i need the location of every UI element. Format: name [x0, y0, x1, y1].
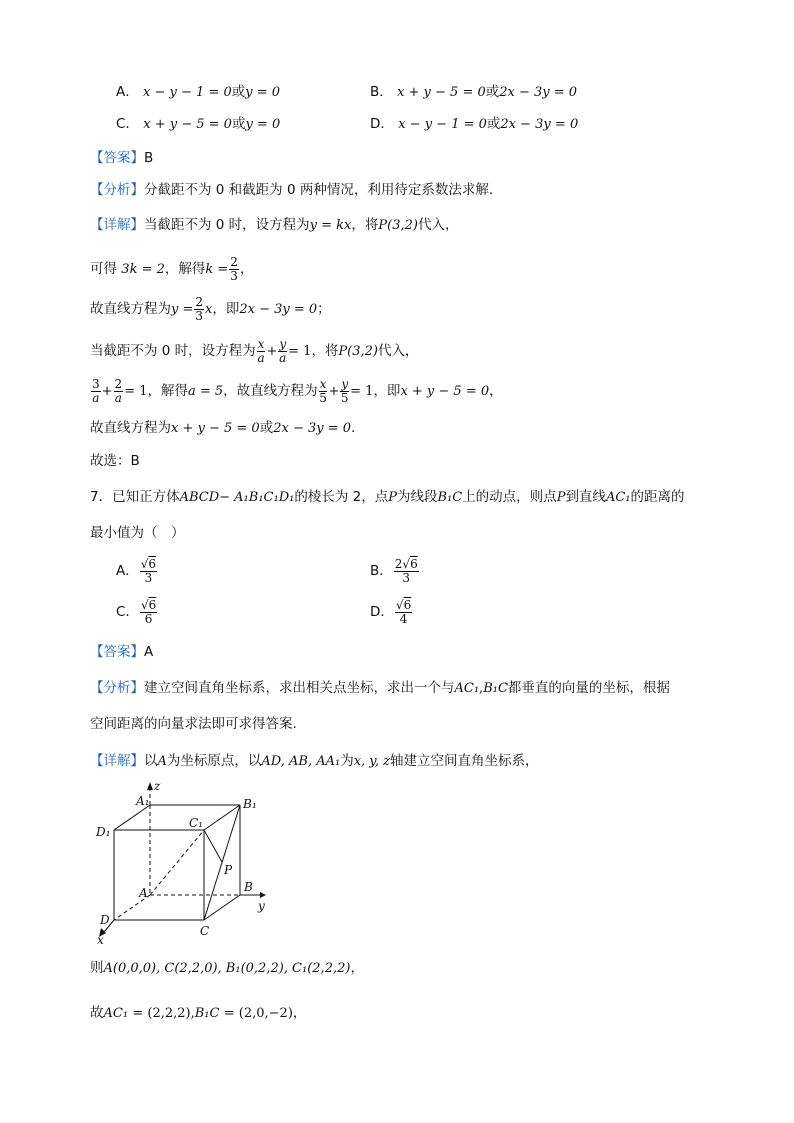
- label-b: B: [244, 880, 253, 894]
- text: ，: [350, 960, 364, 976]
- text: ，将: [311, 343, 339, 359]
- q7-option-b: [370, 553, 420, 589]
- q7-vector-line: [90, 1003, 306, 1024]
- text: 以: [144, 753, 158, 769]
- q6-option-a: [116, 82, 280, 103]
- option-letter: C．: [116, 116, 139, 132]
- label-x: x: [97, 933, 104, 947]
- math: = (2,0,−2): [223, 1006, 293, 1021]
- separator: ,: [479, 681, 484, 696]
- radicand: 6: [148, 556, 157, 571]
- vector: AC₁: [103, 1006, 129, 1021]
- denominator: 5: [319, 390, 327, 405]
- math: x, y, z: [353, 754, 391, 769]
- text: 轴建立空间直角坐标系，: [390, 753, 539, 769]
- denominator: 6: [144, 611, 153, 626]
- label-p: P: [224, 863, 233, 877]
- q6-detail-line-2: [90, 252, 253, 287]
- plus: +: [101, 384, 113, 399]
- q6-choose: 故选：B: [90, 453, 140, 469]
- math: P(3,2): [338, 344, 379, 359]
- math: 2x − 3y = 0: [239, 302, 318, 317]
- text: ，解得: [164, 261, 206, 277]
- math: = 1: [288, 344, 312, 359]
- fraction: [395, 599, 412, 626]
- q6-answer: [90, 148, 153, 168]
- equation: x + y − 5 = 0: [397, 85, 486, 100]
- denominator: a: [257, 350, 265, 365]
- text: 为线段: [396, 489, 438, 505]
- numerator: x: [257, 336, 265, 351]
- edge-cb: [204, 895, 240, 920]
- equation: 2x − 3y = 0: [500, 117, 579, 132]
- math: 3k = 2: [121, 262, 165, 277]
- label-d: D: [100, 913, 110, 927]
- label-y: y: [258, 899, 265, 913]
- label-c1: C₁: [189, 816, 203, 830]
- math: a = 5: [187, 384, 224, 399]
- label-b1: B₁: [243, 797, 257, 811]
- math: P: [388, 490, 397, 505]
- equation: x − y − 1 = 0: [143, 85, 232, 100]
- fraction: [91, 378, 101, 405]
- q7-option-a: [116, 553, 158, 589]
- option-letter: A．: [116, 563, 139, 579]
- q7-analysis-line-1: [90, 678, 670, 699]
- detail-tag: 【详解】: [90, 217, 144, 233]
- numerator: 2√6: [394, 556, 418, 571]
- edge-c1b1: [204, 805, 240, 830]
- q6-detail-line-1: [90, 215, 458, 236]
- fraction: [319, 378, 328, 405]
- text: ，: [489, 383, 503, 399]
- numerator: 2: [195, 294, 204, 309]
- fraction: [229, 256, 239, 283]
- option-letter: A．: [116, 84, 139, 100]
- denominator: 4: [399, 611, 408, 626]
- math: = 1: [124, 384, 148, 399]
- or-text: 或: [486, 116, 501, 132]
- q7-option-c: [116, 594, 158, 630]
- math: AC₁: [605, 490, 631, 505]
- fraction: [194, 296, 204, 323]
- or-text: 或: [231, 84, 246, 100]
- math: 2x − 3y = 0: [273, 421, 352, 436]
- edge-d1a1: [114, 805, 150, 830]
- q6-detail-line-4: [90, 334, 419, 369]
- numerator: 2: [114, 376, 123, 391]
- math: P(3,2): [378, 218, 418, 233]
- or-text: 或: [259, 420, 274, 436]
- equation: x + y − 5 = 0: [143, 117, 232, 132]
- fraction: [114, 378, 124, 405]
- numerator: √6: [140, 556, 157, 571]
- option-letter: B．: [370, 563, 393, 579]
- analysis-tag: 【分析】: [90, 182, 144, 198]
- plus: +: [328, 384, 340, 399]
- text: ，将: [351, 217, 379, 233]
- coef: 2: [394, 556, 403, 571]
- text: 为: [340, 753, 354, 769]
- math: x + y − 5 = 0: [400, 384, 490, 399]
- fraction: [140, 599, 157, 626]
- fraction: [394, 558, 419, 585]
- q6-detail-line-3: [90, 292, 331, 327]
- q6-detail-line-5: [90, 374, 503, 409]
- text: 7．已知正方体: [90, 489, 180, 505]
- label-c: C: [200, 924, 210, 938]
- vector: B₁C: [194, 1006, 220, 1021]
- or-text: 或: [231, 116, 246, 132]
- or-text: 或: [485, 84, 500, 100]
- q7-analysis-line-2: 空间距离的向量求法即可求得答案.: [90, 716, 297, 732]
- z-axis-arrow: [147, 782, 153, 790]
- math: AD, AB, AA₁: [261, 754, 341, 769]
- q7-answer: [90, 642, 153, 662]
- text: 则: [90, 960, 104, 976]
- text: 的棱长为 2，点: [294, 489, 389, 505]
- text: 故直线方程为: [90, 301, 171, 317]
- numerator: 3: [92, 376, 100, 391]
- vector: B₁C: [483, 681, 508, 696]
- text: 到直线: [565, 489, 606, 505]
- text: ，即: [373, 383, 401, 399]
- fraction: [140, 558, 157, 585]
- math: k =: [205, 262, 229, 277]
- option-letter: D．: [370, 116, 394, 132]
- equation: y = 0: [245, 85, 281, 100]
- text: 建立空间直角坐标系，求出相关点坐标，求出一个与: [144, 680, 455, 696]
- math: y =: [171, 302, 194, 317]
- denominator: a: [279, 350, 287, 365]
- denominator: a: [114, 390, 122, 405]
- q6-option-b: [370, 82, 577, 103]
- analysis-tag: 【分析】: [90, 680, 144, 696]
- y-axis-arrow: [260, 892, 266, 898]
- text: 可得: [90, 261, 117, 277]
- answer-tag: 【答案】: [90, 644, 144, 660]
- text: .: [351, 420, 356, 436]
- segment-b1c: [204, 805, 240, 920]
- numerator: √6: [140, 597, 157, 612]
- equation: x − y − 1 = 0: [398, 117, 487, 132]
- math: = 1: [350, 384, 374, 399]
- numerator: x: [319, 376, 327, 391]
- math: P: [556, 490, 566, 505]
- analysis-text: 分截距不为 0 和截距为 0 两种情况，利用待定系数法求解.: [144, 182, 494, 198]
- text: 当截距不为 0 时，设方程为: [90, 343, 256, 359]
- denominator: 3: [195, 308, 204, 323]
- q7-detail-line-1: [90, 751, 539, 772]
- math: = (2,2,2),: [132, 1006, 195, 1021]
- numerator: y: [341, 376, 349, 391]
- numerator: 2: [230, 254, 238, 269]
- text: ，故直线方程为: [223, 383, 318, 399]
- answer-value: A: [144, 644, 154, 660]
- math: x: [205, 302, 213, 317]
- math: y = kx: [309, 218, 352, 233]
- answer-tag: 【答案】: [90, 150, 144, 166]
- text: 代入，: [417, 217, 459, 233]
- text: ，: [292, 1005, 307, 1021]
- answer-value: B: [144, 150, 154, 166]
- q6-option-d: [370, 114, 578, 135]
- plus: +: [266, 344, 278, 359]
- q7-coords-line: [90, 958, 364, 979]
- q6-option-c: [116, 114, 280, 135]
- q7-stem-line-2: 最小值为（ ）: [90, 525, 185, 541]
- label-a: A: [139, 886, 148, 900]
- text: 的距离的: [630, 489, 685, 505]
- math: B₁C: [437, 490, 463, 505]
- fraction: [257, 338, 266, 365]
- diagonal-ac1-hidden: [150, 830, 204, 895]
- numerator: √6: [395, 597, 412, 612]
- radicand: 6: [403, 597, 412, 612]
- denominator: 3: [230, 268, 238, 283]
- math: A: [157, 754, 167, 769]
- text: ，解得: [147, 383, 188, 399]
- numerator: y: [279, 336, 287, 351]
- fraction: [340, 378, 349, 405]
- text: 为坐标原点，以: [166, 753, 262, 769]
- q6-detail-line-6: [90, 418, 355, 439]
- denominator: 3: [402, 570, 411, 585]
- label-z: z: [154, 779, 161, 793]
- label-d1: D₁: [96, 825, 111, 839]
- text: 代入，: [378, 343, 419, 359]
- text: 都垂直的向量的坐标，根据: [507, 680, 670, 696]
- text: ，即: [212, 301, 240, 317]
- option-letter: C．: [116, 604, 139, 620]
- option-letter: D．: [370, 604, 394, 620]
- label-a1: A₁: [136, 794, 150, 808]
- radicand: 6: [410, 556, 418, 571]
- q6-analysis: [90, 180, 493, 200]
- segment-c1p: [204, 830, 222, 862]
- equation: 2x − 3y = 0: [499, 85, 578, 100]
- text: ，: [239, 261, 254, 277]
- fraction: [278, 338, 287, 365]
- detail-tag: 【详解】: [90, 753, 144, 769]
- text: 上的动点，则点: [462, 489, 557, 505]
- vector: AC₁: [454, 681, 480, 696]
- denominator: 5: [340, 390, 349, 405]
- cube-figure: [88, 778, 278, 948]
- text: 故直线方程为: [90, 420, 171, 436]
- math: A(0,0,0), C(2,2,0), B₁(0,2,2), C₁(2,2,2): [103, 961, 351, 976]
- text: 当截距不为 0 时，设方程为: [144, 217, 310, 233]
- denominator: 3: [144, 570, 153, 585]
- q7-stem-line-1: [90, 487, 684, 508]
- text: 故: [90, 1005, 104, 1021]
- math: x + y − 5 = 0: [171, 421, 260, 436]
- text: ；: [317, 301, 331, 317]
- math: ABCD− A₁B₁C₁D₁: [179, 490, 295, 505]
- equation: y = 0: [245, 117, 281, 132]
- q7-option-d: [370, 594, 413, 630]
- denominator: a: [92, 390, 100, 405]
- option-letter: B．: [370, 84, 393, 100]
- radicand: 6: [148, 597, 157, 612]
